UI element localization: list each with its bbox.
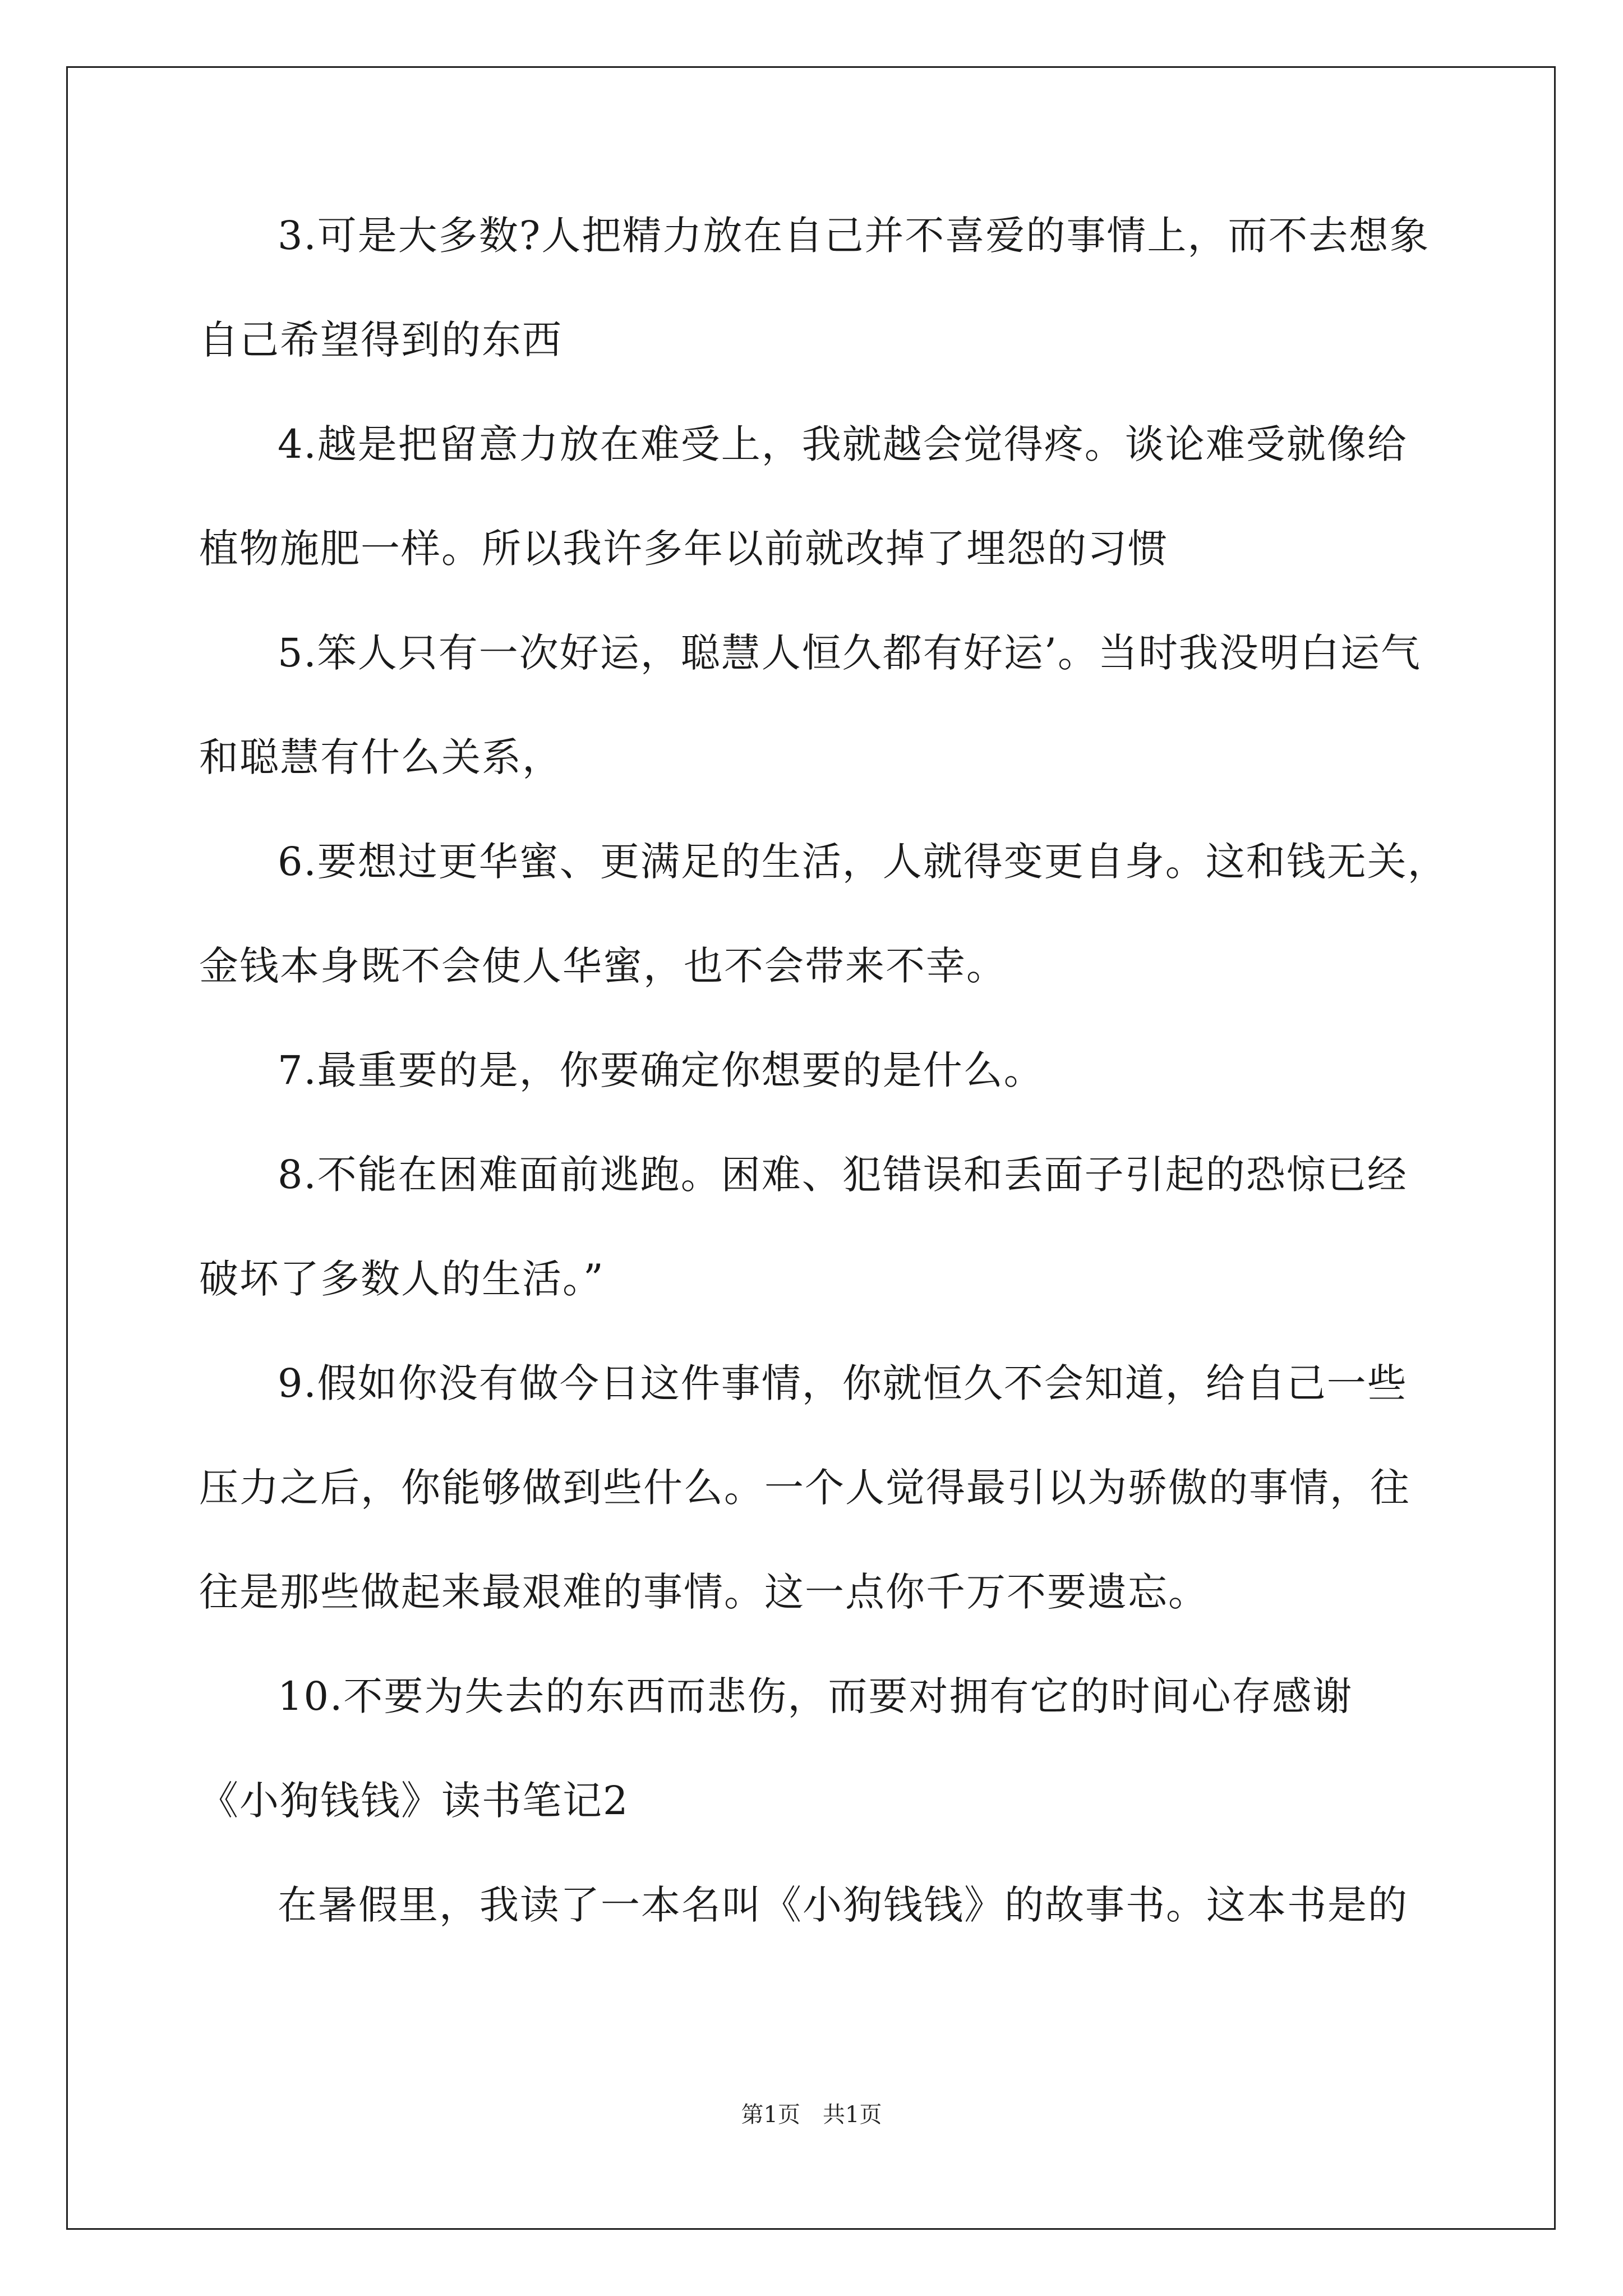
text-line: 植物施肥一样。所以我许多年以前就改掉了埋怨的习惯 xyxy=(199,526,1168,572)
text-line: 8.不能在困难面前逃跑。困难、犯错误和丢面子引起的恐惊已经 xyxy=(278,1152,1408,1198)
text-line: 4.越是把留意力放在难受上，我就越会觉得疼。谈论难受就像给 xyxy=(278,421,1408,467)
text-line: 在暑假里，我读了一本名叫《小狗钱钱》的故事书。这本书是的 xyxy=(278,1882,1408,1928)
section-heading: 《小狗钱钱》读书笔记2 xyxy=(199,1778,629,1824)
text-line: 7.最重要的是，你要确定你想要的是什么。 xyxy=(278,1047,1044,1093)
text-line: 压力之后，你能够做到些什么。一个人觉得最引以为骄傲的事情，往 xyxy=(199,1465,1410,1511)
page-footer xyxy=(0,2101,1623,2129)
text-line: 往是那些做起来最艰难的事情。这一点你千万不要遗忘。 xyxy=(199,1569,1209,1615)
text-line: 10.不要为失去的东西而悲伤，而要对拥有它的时间心存感谢 xyxy=(278,1673,1353,1719)
text-line: 自己希望得到的东西 xyxy=(199,317,562,363)
text-line: 9.假如你没有做今日这件事情，你就恒久不会知道，给自己一些 xyxy=(278,1360,1408,1406)
text-line: 6.要想过更华蜜、更满足的生活，人就得变更自身。这和钱无关， xyxy=(278,839,1448,885)
text-line: 3.可是大多数?人把精力放在自己并不喜爱的事情上，而不去想象 xyxy=(278,213,1430,259)
text-line: 破坏了多数人的生活。” xyxy=(199,1256,605,1302)
text-line: 金钱本身既不会使人华蜜，也不会带来不幸。 xyxy=(199,943,1007,989)
text-line: 和聪慧有什么关系， xyxy=(199,734,562,780)
page-total: 共1页 xyxy=(823,2102,882,2128)
page-number: 第1页 xyxy=(741,2102,800,2128)
text-line: 5.笨人只有一次好运，聪慧人恒久都有好运’。当时我没明白运气 xyxy=(278,630,1422,676)
